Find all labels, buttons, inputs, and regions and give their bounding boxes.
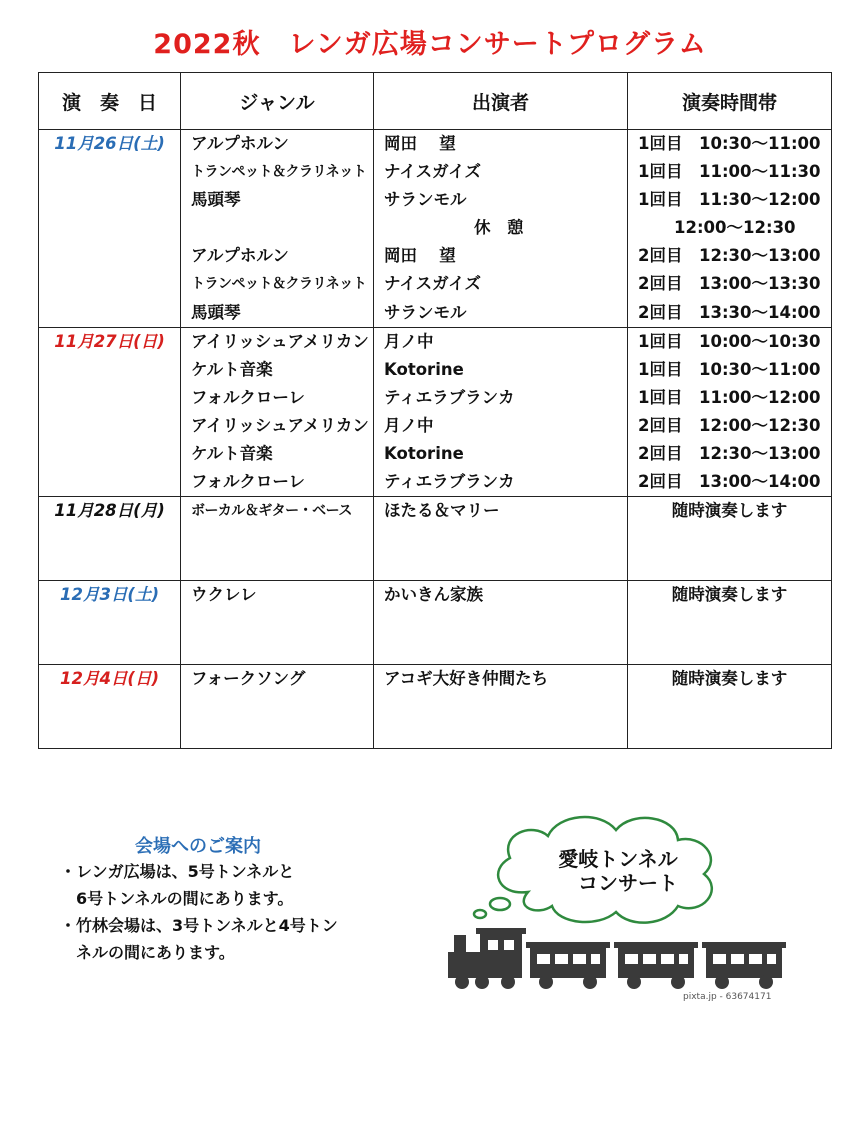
performer-item: 月ノ中 bbox=[384, 415, 434, 435]
time-item: 随時演奏します bbox=[671, 669, 788, 689]
performer-item: ティエラブランカ bbox=[384, 387, 515, 407]
date-cell bbox=[39, 497, 181, 581]
performer-item: 岡田 望 bbox=[384, 246, 456, 266]
image-credit: pixta.jp - 63674171 bbox=[683, 992, 772, 1002]
time-cell bbox=[628, 497, 832, 581]
break-label: 休 憩 bbox=[474, 218, 524, 238]
venue-guide-heading: 会場へのご案内 bbox=[135, 836, 261, 857]
time-item: 1回目 11:00～11:30 bbox=[638, 162, 821, 182]
date-label: 11月26日(土) bbox=[54, 134, 165, 153]
date-cell bbox=[39, 327, 181, 497]
train-car-icon bbox=[702, 942, 786, 989]
time-cell bbox=[628, 665, 832, 749]
date-cell bbox=[39, 665, 181, 749]
performer-item: ティエラブランカ bbox=[384, 472, 515, 492]
date-label: 12月3日(土) bbox=[59, 585, 160, 605]
page-title: 2022秋 レンガ広場コンサートプログラム bbox=[153, 29, 707, 60]
genre-item: アルプホルン bbox=[191, 246, 289, 266]
time-cell bbox=[628, 327, 832, 497]
performer-item: サランモル bbox=[384, 302, 467, 322]
time-item: 1回目 10:30～11:00 bbox=[638, 134, 821, 153]
performer-item: アコギ大好き仲間たち bbox=[384, 669, 549, 689]
time-item: 2回目 13:00～14:00 bbox=[638, 472, 821, 492]
guide-line: ・レンガ広場は、5号トンネルと bbox=[60, 862, 295, 881]
genre-cell bbox=[181, 327, 374, 497]
genre-item: 馬頭琴 bbox=[191, 190, 241, 210]
performer-item: ナイスガイズ bbox=[384, 162, 482, 182]
date-cell bbox=[39, 130, 181, 328]
performer-item: ほたる＆マリー bbox=[384, 501, 500, 521]
header-date: 演 奏 日 bbox=[39, 73, 181, 130]
guide-line: ・竹林会場は、3号トンネルと4号トン bbox=[60, 916, 338, 935]
venue-guide bbox=[60, 858, 338, 966]
genre-item: アイリッシュアメリカン bbox=[191, 331, 369, 351]
performer-cell bbox=[374, 665, 628, 749]
time-item: 随時演奏します bbox=[671, 585, 788, 605]
train-car-icon bbox=[526, 942, 610, 989]
performer-item: かいきん家族 bbox=[384, 585, 483, 605]
genre-item: ウクレレ bbox=[191, 585, 257, 605]
performer-item: サランモル bbox=[384, 190, 467, 210]
guide-line: 6号トンネルの間にあります。 bbox=[60, 889, 294, 908]
header-performer: 出演者 bbox=[374, 73, 628, 130]
genre-item: アイリッシュアメリカン bbox=[191, 415, 369, 435]
genre-item: ケルト音楽 bbox=[191, 359, 273, 379]
performer-cell bbox=[374, 581, 628, 665]
time-item: 随時演奏します bbox=[671, 501, 788, 521]
genre-item: 馬頭琴 bbox=[191, 302, 241, 322]
genre-item: フォルクローレ bbox=[191, 387, 306, 407]
break-time: 12:00～12:30 bbox=[674, 218, 796, 238]
time-item: 2回目 12:30～13:00 bbox=[638, 444, 821, 464]
time-item: 1回目 10:30～11:00 bbox=[638, 359, 821, 379]
time-item: 2回目 13:00～13:30 bbox=[638, 274, 821, 294]
genre-item: トランペット＆クラリネット bbox=[191, 276, 367, 293]
genre-item: アルプホルン bbox=[191, 134, 289, 153]
genre-item: フォルクローレ bbox=[191, 472, 306, 492]
genre-cell bbox=[181, 130, 374, 328]
cloud-title-line2: コンサート bbox=[578, 871, 678, 895]
table-row-dec3 bbox=[39, 581, 832, 665]
guide-line: ネルの間にあります。 bbox=[60, 943, 235, 962]
cloud-title-line1: 愛岐トンネル bbox=[558, 847, 678, 871]
schedule-table bbox=[38, 72, 832, 749]
genre-item: ボーカル＆ギター・ベース bbox=[191, 503, 352, 520]
table-row-dec4 bbox=[39, 665, 832, 749]
genre-item bbox=[181, 214, 373, 242]
locomotive-icon bbox=[448, 928, 526, 989]
table-row-nov28 bbox=[39, 497, 832, 581]
train-car-icon bbox=[614, 942, 698, 989]
time-item: 1回目 11:00～12:00 bbox=[638, 387, 821, 407]
genre-item: フォークソング bbox=[191, 669, 306, 689]
genre-cell bbox=[181, 665, 374, 749]
genre-cell bbox=[181, 581, 374, 665]
date-label: 11月27日(日) bbox=[54, 331, 165, 351]
genre-item: トランペット＆クラリネット bbox=[191, 164, 367, 181]
performer-cell bbox=[374, 497, 628, 581]
header-time: 演奏時間帯 bbox=[628, 73, 832, 130]
time-item: 2回目 12:00～12:30 bbox=[638, 415, 821, 435]
genre-item: ケルト音楽 bbox=[191, 444, 273, 464]
performer-item: ナイスガイズ bbox=[384, 274, 482, 294]
time-cell bbox=[628, 581, 832, 665]
performer-item: Kotorine bbox=[384, 444, 464, 464]
performer-cell bbox=[374, 130, 628, 328]
genre-cell bbox=[181, 497, 374, 581]
performer-item: Kotorine bbox=[384, 359, 464, 379]
table-header-row bbox=[39, 73, 832, 130]
train-illustration bbox=[440, 800, 790, 1010]
table-row-nov27 bbox=[39, 327, 832, 497]
date-label: 12月4日(日) bbox=[59, 669, 160, 689]
date-label: 11月28日(月) bbox=[54, 501, 165, 521]
time-item: 2回目 13:30～14:00 bbox=[638, 302, 821, 322]
time-item: 1回目 11:30～12:00 bbox=[638, 190, 821, 210]
time-item: 2回目 12:30～13:00 bbox=[638, 246, 821, 266]
header-genre: ジャンル bbox=[181, 73, 374, 130]
performer-cell bbox=[374, 327, 628, 497]
performer-item: 岡田 望 bbox=[384, 134, 456, 153]
table-row-nov26 bbox=[39, 130, 832, 328]
time-item: 1回目 10:00～10:30 bbox=[638, 331, 821, 351]
performer-item: 月ノ中 bbox=[384, 331, 434, 351]
date-cell bbox=[39, 581, 181, 665]
time-cell bbox=[628, 130, 832, 328]
